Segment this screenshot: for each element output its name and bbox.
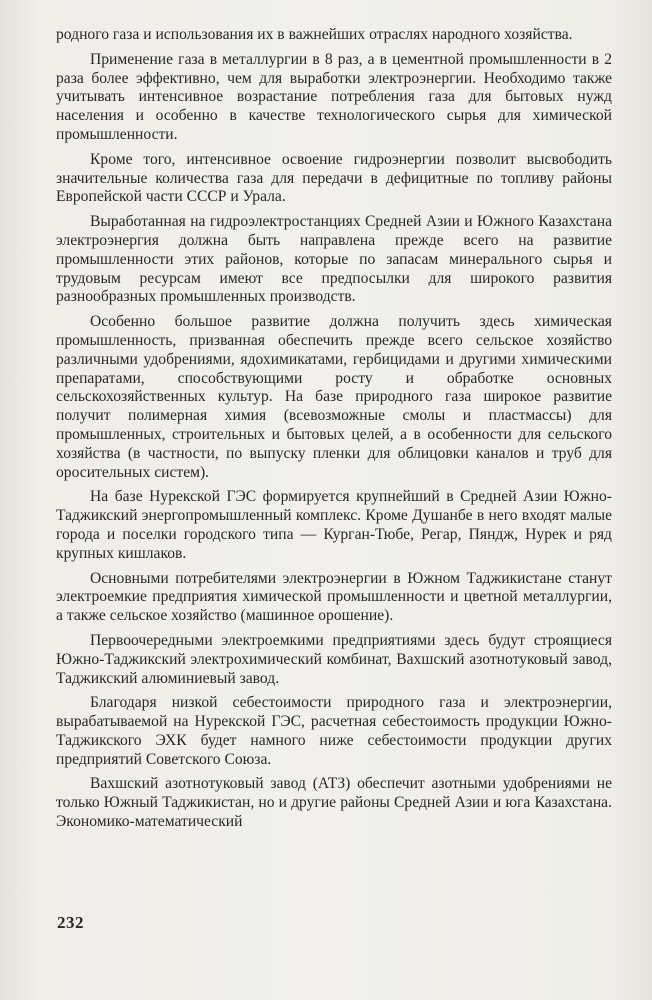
- paragraph: Особенно большое развитие должна получить здесь химическая промышленность, призванная обеспечить прежде всего сельское хозяйство различными удобрениями, ядохимикатами, гербицидами и другими химическими препаратами, способствующими росту и обработке основных сельскохозяйственных культур. На базе природного газа широкое развитие получит полимерная химия (всевозможные смолы и пластмассы) для промышленных, строительных и бытовых целей, а в особенности для сельского хозяйства (в частности, по выпуску пленки для облицовки каналов и труб для оросительных систем).: [56, 313, 612, 481]
- paragraph: Вахшский азотнотуковый завод (АТЗ) обеспечит азотными удобрениями не только Южный Таджикистан, но и другие районы Средней Азии и юга Казахстана. Экономико-математический: [56, 775, 612, 831]
- paragraph: Благодаря низкой себестоимости природного газа и электроэнергии, вырабатываемой на Нурекской ГЭС, расчетная себестоимость продукции Южно-Таджикского ЭХК будет намного ниже себестоимости продукции других предприятий Советского Союза.: [56, 694, 612, 768]
- paragraph: родного газа и использования их в важнейших отраслях народного хозяйства.: [56, 26, 573, 43]
- page-body: [56, 26, 612, 838]
- paragraph: Первоочередными электроемкими предприятиями здесь будут строящиеся Южно-Таджикский электрохимический комбинат, Вахшский азотнотуковый завод, Таджикский алюминиевый завод.: [56, 631, 612, 687]
- page-number: 232: [57, 913, 84, 932]
- paragraph: Кроме того, интенсивное освоение гидроэнергии позволит высвободить значительные количества газа для передачи в дефицитные по топливу районы Европейской части СССР и Урала.: [56, 150, 612, 206]
- paragraph: Выработанная на гидроэлектростанциях Средней Азии и Южного Казахстана электроэнергия должна быть направлена прежде всего на развитие промышленности этих районов, которые по запасам минерального сырья и трудовым ресурсам имеют все предпосылки для широкого развития разнообразных промышленных производств.: [56, 213, 612, 306]
- paragraph: Применение газа в металлургии в 8 раз, а в цементной промышленности в 2 раза более эффективно, чем для выработки электроэнергии. Необходимо также учитывать интенсивное возрастание потребления газа для бытовых нужд населения и особенно в качестве технологического сырья для химической промышленности.: [56, 50, 612, 143]
- paragraph: Основными потребителями электроэнергии в Южном Таджикистане станут электроемкие предприятия химической промышленности и цветной металлургии, а также сельское хозяйство (машинное орошение).: [56, 569, 612, 625]
- paragraph: На базе Нурекской ГЭС формируется крупнейший в Средней Азии Южно-Таджикский энергопромышленный комплекс. Кроме Душанбе в него входят малые города и поселки городского типа — Курган-Тюбе, Регар, Пяндж, Нурек и ряд крупных кишлаков.: [56, 488, 612, 562]
